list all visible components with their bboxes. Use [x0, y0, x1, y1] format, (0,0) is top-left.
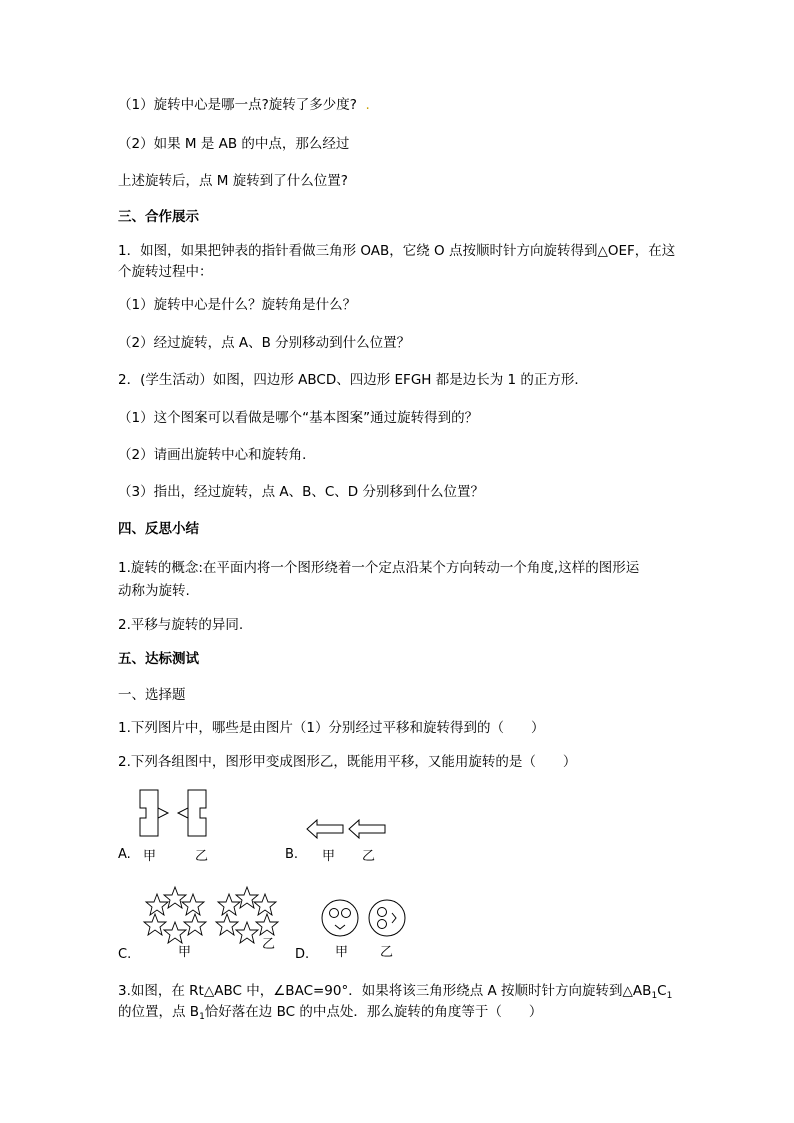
option-b-arrow-jia: [307, 820, 343, 838]
option-d-face-jia: [322, 900, 358, 936]
test-question-3: 3.如图，在 Rt△ABC 中，∠BAC=90°．如果将该三角形绕点 A 按顺时针方向旋转到$\triangle AB_1C_1$: [118, 983, 673, 1001]
option-d-face-yi: [369, 900, 405, 936]
option-b-arrow-yi: [349, 820, 385, 838]
option-a-jia-label: 甲: [143, 849, 157, 864]
option-c-jia-label: 甲: [178, 945, 192, 960]
test-question-2: 2.下列各组图中，图形甲变成图形乙，既能用平移，又能用旋转的是（ ）: [118, 754, 577, 770]
problem-1-text: 1．如图，如果把钟表的指针看做三角形 OAB，它绕 O 点按顺时针方向旋转得到△OEF，在这: [118, 243, 676, 259]
summary-1-text-continued: 动称为旋转.: [118, 583, 190, 599]
problem-2-question-1: （1）这个图案可以看做是哪个“基本图案”通过旋转得到的？: [118, 410, 479, 426]
problem-2-question-3: （3）指出，经过旋转，点 A、B、C、D 分别移到什么位置？: [118, 484, 484, 500]
summary-2-text: 2.平移与旋转的异同.: [118, 617, 244, 633]
option-c-yi-label: 乙: [262, 937, 276, 952]
option-b-jia-label: 甲: [322, 849, 336, 864]
problem-2-text: 2．(学生活动）如图，四边形 ABCD、四边形 EFGH 都是边长为 1 的正方形．: [118, 372, 588, 388]
option-a-figure: [138, 788, 210, 838]
question-1-rotation-center: （1）旋转中心是哪一点?旋转了多少度? .: [118, 97, 370, 113]
problem-1-text-continued: 个旋转过程中：: [118, 264, 213, 280]
option-a-shape-yi: [178, 790, 206, 836]
test-question-1: 1.下列图片中，哪些是由图片（1）分别经过平移和旋转得到的（ ）: [118, 720, 545, 736]
option-c-label[interactable]: C.: [118, 947, 132, 962]
problem-1-question-2: （2）经过旋转，点 A、B 分别移动到什么位置？: [118, 335, 411, 351]
question-2-midpoint: （2）如果 M 是 AB 的中点，那么经过: [118, 136, 350, 152]
section-4-heading: 四、反思小结: [118, 521, 199, 537]
section-5-heading: 五、达标测试: [118, 651, 199, 667]
option-c-stars-jia: [144, 887, 206, 943]
summary-1-text: 1.旋转的概念:在平面内将一个图形绕着一个定点沿某个方向转动一个角度,这样的图形运: [118, 560, 640, 576]
option-a-shape-jia: [140, 790, 168, 836]
option-a-yi-label: 乙: [195, 849, 209, 864]
option-b-figure: [305, 818, 387, 840]
problem-2-question-2: （2）请画出旋转中心和旋转角．: [118, 447, 316, 463]
subsection-choice-heading: 一、选择题: [118, 687, 186, 703]
problem-1-question-1: （1）旋转中心是什么？旋转角是什么？: [118, 297, 357, 313]
test-question-3-continued: 的位置，点 $B_1$恰好落在边 BC 的中点处．那么旋转的角度等于（ ）: [118, 1004, 543, 1022]
question-2-continued: 上述旋转后，点 M 旋转到了什么位置?: [118, 173, 348, 189]
option-d-jia-label: 甲: [335, 945, 349, 960]
option-d-yi-label: 乙: [380, 945, 394, 960]
option-d-figure: [320, 898, 410, 942]
option-d-label[interactable]: D.: [295, 947, 310, 962]
option-a-label[interactable]: A.: [118, 847, 131, 862]
section-3-heading: 三、合作展示: [118, 209, 199, 225]
option-b-yi-label: 乙: [362, 849, 376, 864]
option-b-label[interactable]: B.: [285, 847, 299, 862]
